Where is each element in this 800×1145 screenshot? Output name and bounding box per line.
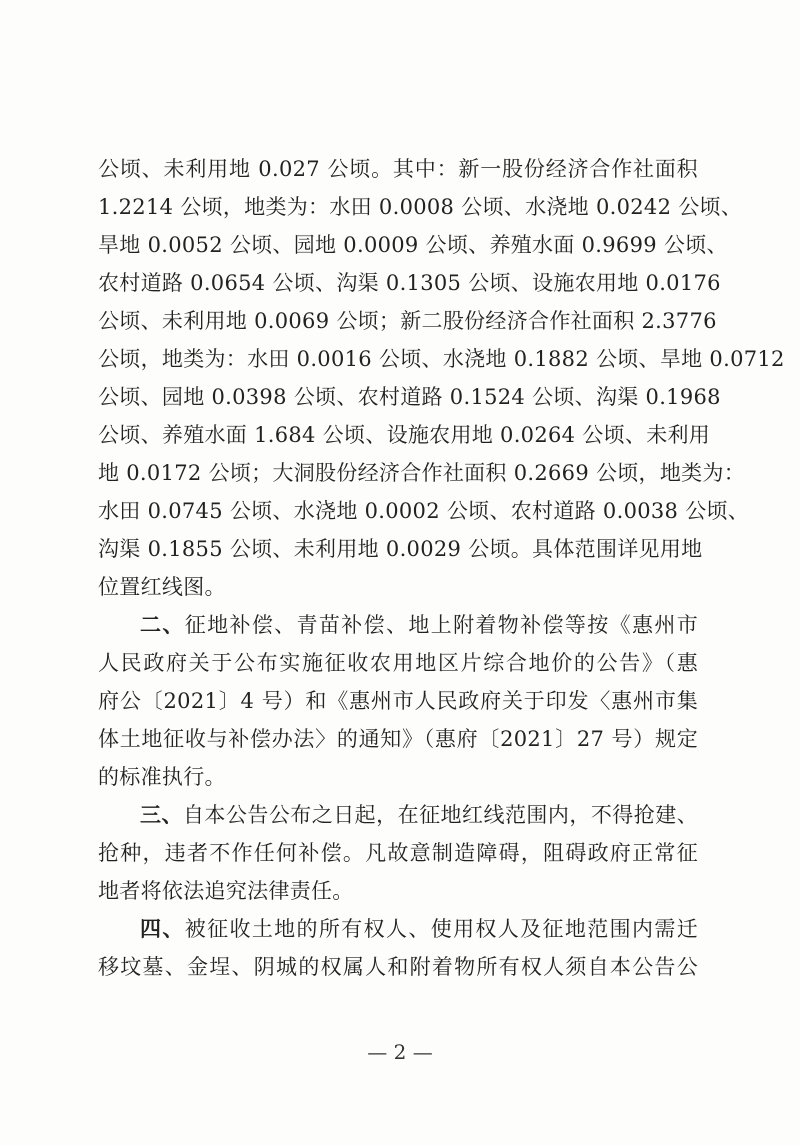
text-line: 公顷、未利用地 0.0069 公顷；新二股份经济合作社面积 2.3776 xyxy=(98,309,717,333)
text-span: 被征收土地的所有权人、使用权人及征地范围内需迁 xyxy=(184,917,698,941)
page-number: — 2 — xyxy=(367,1040,433,1064)
text-line: 农村道路 0.0654 公顷、沟渠 0.1305 公顷、设施农用地 0.0176 xyxy=(98,271,721,295)
text-line: 体土地征收与补偿办法〉的通知》（惠府〔2021〕27 号）规定 xyxy=(98,727,698,751)
text-line: 公顷、养殖水面 1.684 公顷、设施农用地 0.0264 公顷、未利用 xyxy=(98,423,711,447)
paragraph-compensation xyxy=(98,606,698,796)
text-line: 府公〔2021〕4 号）和《惠州市人民政府关于印发〈惠州市集 xyxy=(98,689,698,713)
text-span: 自本公告公布之日起，在征地红线范围内，不得抢建、 xyxy=(182,803,698,827)
text-line: 水田 0.0745 公顷、水浇地 0.0002 公顷、农村道路 0.0038 公顷、 xyxy=(98,499,750,523)
text-span: 征地补偿、青苗补偿、地上附着物补偿等按《惠州市 xyxy=(184,613,698,637)
text-line xyxy=(98,910,698,948)
section-heading: 二、 xyxy=(140,612,185,637)
document-body xyxy=(98,150,785,986)
text-line: 1.2214 公顷，地类为：水田 0.0008 公顷、水浇地 0.0242 公顷、 xyxy=(98,195,743,219)
text-line: 移坟墓、金埕、阴城的权属人和附着物所有权人须自本公告公 xyxy=(98,955,698,979)
text-line: 公顷、园地 0.0398 公顷、农村道路 0.1524 公顷、沟渠 0.1968 xyxy=(98,385,721,409)
text-line: 旱地 0.0052 公顷、园地 0.0009 公顷、养殖水面 0.9699 公顷、 xyxy=(98,233,728,257)
text-line: 的标准执行。 xyxy=(98,765,226,789)
text-line: 抢种，违者不作任何补偿。凡故意制造障碍，阻碍政府正常征 xyxy=(98,841,698,865)
paragraph-rights-holders xyxy=(98,910,698,986)
text-line: 位置红线图。 xyxy=(98,575,226,599)
text-line xyxy=(98,796,698,834)
text-line: 公顷，地类为：水田 0.0016 公顷、水浇地 0.1882 公顷、旱地 0.0712 xyxy=(98,347,785,371)
text-line: 沟渠 0.1855 公顷、未利用地 0.0029 公顷。具体范围详见用地 xyxy=(98,537,703,561)
text-line: 公顷、未利用地 0.027 公顷。其中：新一股份经济合作社面积 xyxy=(98,157,698,181)
paragraph-land-details xyxy=(98,150,785,606)
section-heading: 三、 xyxy=(140,802,183,827)
section-heading: 四、 xyxy=(140,916,185,941)
text-line: 地 0.0172 公顷；大洞股份经济合作社面积 0.2669 公顷，地类为： xyxy=(98,461,746,485)
text-line: 地者将依法追究法律责任。 xyxy=(98,879,354,903)
text-line xyxy=(98,606,698,644)
paragraph-prohibition xyxy=(98,796,698,910)
text-line: 人民政府关于公布实施征收农用地区片综合地价的公告》（惠 xyxy=(98,651,698,675)
